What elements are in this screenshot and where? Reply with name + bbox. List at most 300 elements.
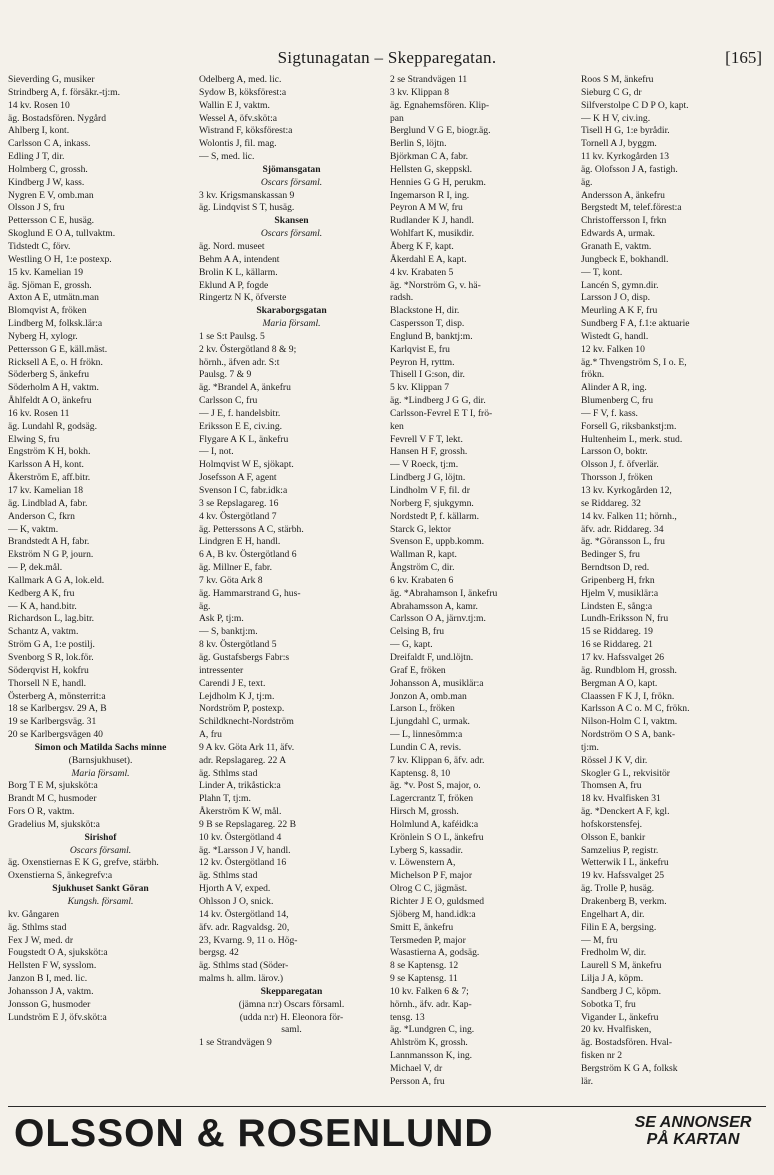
directory-entry: Elwing S, fru	[8, 433, 60, 445]
directory-entry: äg. *Lundgren C, ing.	[390, 1024, 475, 1036]
directory-entry: 9 se Kaptensg. 11	[390, 973, 458, 985]
directory-entry: Nyberg H, xylogr.	[8, 330, 78, 342]
directory-entry: Samzelius P, registr.	[581, 844, 659, 856]
directory-entry: Skoglund E O A, tullvaktm.	[8, 228, 116, 240]
directory-entry: Åkerdahl E A, kapt.	[390, 253, 467, 265]
directory-entry: äg. *Abrahamson I, änkefru	[390, 587, 498, 599]
directory-entry: Filin E A, bergsing.	[581, 921, 657, 933]
directory-entry: 17 kv. Hafssvalget 26	[581, 651, 665, 663]
directory-entry: (Barnsjukhuset).	[68, 754, 133, 766]
directory-entry: hofskorstensfej.	[581, 818, 643, 830]
directory-entry: Tornell A J, byggm.	[581, 138, 657, 150]
directory-entry: Lundström E J, öfv.sköt:a	[8, 1011, 107, 1023]
directory-entry: Starck G, lektor	[390, 523, 452, 535]
directory-entry: Carlsson-Fevrel E T I, frö-	[390, 407, 493, 419]
directory-entry: Fex J W, med. dr	[8, 934, 74, 946]
directory-entry: lär.	[581, 1075, 593, 1087]
directory-entry: 2 kv. Östergötland 8 & 9;	[199, 343, 297, 355]
directory-entry: äg.* Thvengström S, I o. E,	[581, 356, 687, 368]
directory-entry: Kindberg J W, kass.	[8, 176, 85, 188]
directory-entry: Ringertz N K, öfverste	[199, 292, 287, 304]
directory-entry: 14 kv. Falken 11; hörnh.,	[581, 510, 677, 522]
directory-entry: Schantz A, vaktm.	[8, 626, 79, 638]
directory-entry: Roos S M, änkefru	[581, 74, 654, 85]
directory-entry: Persson A, fru	[390, 1075, 445, 1087]
directory-entry: — I, not.	[199, 446, 234, 458]
directory-entry: — J E, f. handelsbitr.	[199, 407, 281, 419]
directory-entry: Gradelius M, sjuksköt:a	[8, 818, 100, 830]
directory-entry: Nordström P, postexp.	[199, 703, 285, 715]
directory-entry: Tisell H G, 1:e byrådir.	[581, 125, 670, 137]
directory-entry: Nordström O S A, bank-	[581, 729, 676, 741]
column-2	[199, 74, 384, 1099]
directory-entry: Flygare A K L, änkefru	[199, 433, 289, 445]
directory-entry: Skepparegatan	[260, 985, 323, 997]
directory-entry: 20 kv. Hvalfisken,	[581, 1024, 652, 1036]
directory-entry: Hultenheim L, merk. stud.	[581, 433, 683, 445]
directory-entry: saml.	[281, 1024, 302, 1036]
directory-entry: 19 se Karlbergsväg. 31	[8, 716, 97, 728]
directory-entry: Pettersson G E, käll.mäst.	[8, 343, 108, 355]
directory-entry: Bedinger S, fru	[581, 549, 640, 561]
directory-entry: Jungbeck E, bokhandl.	[581, 253, 669, 265]
directory-entry: Holmqvist W E, sjökapt.	[199, 459, 294, 471]
directory-entry: Behm A A, intendent	[199, 253, 280, 265]
directory-entry: Lancén S, gymn.dir.	[581, 279, 659, 291]
directory-entry: Åberg K F, kapt.	[390, 240, 454, 252]
directory-entry: 17 kv. Kamelian 18	[8, 485, 84, 496]
directory-entry: Berglund V G E, biogr.äg.	[390, 125, 491, 137]
directory-entry: Englund B, banktj:m.	[390, 330, 473, 342]
directory-entry: v. Löwenstern A,	[390, 857, 456, 869]
directory-entry: Josefsson A F, agent	[199, 472, 277, 484]
directory-entry: Berlin S, löjtn.	[390, 138, 447, 150]
directory-entry: äg. Hammarstrand G, hus-	[199, 587, 301, 599]
directory-entry: kv. Gångaren	[8, 908, 60, 920]
directory-entry: Sydow B, köksförest:a	[199, 86, 287, 98]
directory-entry: Åkerström E, aff.bitr.	[8, 472, 91, 484]
directory-entry: Larsson O, boktr.	[581, 446, 648, 458]
directory-entry: Engelhart A, dir.	[581, 908, 645, 920]
directory-entry: äg. *Lindberg J G G, dir.	[390, 395, 486, 407]
directory-entry: Hjorth A V, exped.	[199, 883, 271, 895]
directory-entry: Söderqvist H, kokfru	[8, 664, 89, 676]
directory-entry: — F V, f. kass.	[581, 407, 638, 419]
directory-entry: äg. *Larsson J V, handl.	[199, 844, 291, 856]
column-4	[581, 74, 766, 1099]
directory-entry: Blackstone H, dir.	[390, 305, 460, 317]
directory-entry: Lyberg S, kassadir.	[390, 844, 463, 856]
directory-entry: Hirsch M, grossh.	[390, 806, 459, 818]
directory-entry: Vigander L, änkefru	[581, 1011, 659, 1023]
directory-entry: Meurling A K F, fru	[581, 305, 658, 317]
directory-entry: Lundh-Eriksson N, fru	[581, 613, 669, 625]
directory-entry: 11 kv. Kyrkogården 13	[581, 151, 670, 163]
directory-entry: Maria församl.	[262, 318, 321, 330]
directory-entry: Fredholm W, dir.	[581, 947, 647, 959]
directory-entry: äg. Lindqvist S T, husäg.	[199, 202, 295, 214]
directory-entry: Wohlfart K, musikdir.	[390, 228, 474, 240]
directory-entry: Nilson-Holm C I, vaktm.	[581, 716, 678, 728]
directory-entry: Plahn T, tj:m.	[199, 793, 251, 805]
directory-entry: Graf E, fröken	[390, 664, 446, 676]
directory-entry: Gripenberg H, frkn	[581, 574, 655, 586]
directory-entry: 18 se Karlbergsv. 29 A, B	[8, 703, 107, 715]
divider	[8, 1106, 766, 1107]
directory-entry: äg. Sthlms stad (Söder-	[199, 960, 289, 972]
directory-entry: — G, kapt.	[390, 639, 433, 651]
directory-entry: 6 kv. Krabaten 6	[390, 574, 454, 586]
directory-entry: Åhlfeldt A O, änkefru	[8, 395, 92, 407]
directory-entry: fisken nr 2	[581, 1050, 623, 1062]
directory-entry: Wistrand F, köksförest:a	[199, 125, 293, 137]
directory-entry: äg. Rundblom H, grossh.	[581, 664, 677, 676]
directory-entry: Richter J E O, guldsmed	[390, 896, 485, 907]
directory-entry: 12 kv. Falken 10	[581, 343, 645, 355]
directory-entry: Anderson C, fkrn	[8, 510, 75, 522]
directory-entry: äg. Olofsson J A, fastigh.	[581, 163, 678, 175]
directory-entry: Karlsson A H, kont.	[8, 459, 84, 471]
directory-entry: Berndtson D, red.	[581, 562, 650, 574]
directory-entry: äg. Sthlms stad	[199, 870, 258, 882]
directory-entry: Alinder A R, ing.	[581, 382, 647, 394]
directory-entry: (udda n:r) H. Eleonora för-	[239, 1011, 344, 1023]
directory-entry: Skaraborgsgatan	[256, 305, 327, 317]
column-3	[390, 74, 575, 1099]
directory-entry: — K H V, civ.ing.	[581, 112, 651, 124]
directory-entry: 3 kv. Klippan 8	[390, 86, 450, 98]
directory-entry: Brolin K L, källarm.	[199, 266, 278, 278]
directory-entry: Carlsson O A, järnv.tj:m.	[390, 613, 486, 625]
directory-entry: Söderberg S, änkefru	[8, 369, 90, 381]
directory-entry: Lundin C A, revis.	[390, 741, 462, 753]
directory-entry: Axton A E, utmätn.man	[8, 292, 99, 304]
directory-columns	[8, 74, 768, 1099]
directory-entry: Ahlberg I, kont.	[8, 125, 70, 137]
directory-entry: Olsson E, bankir	[581, 831, 646, 843]
directory-entry: Carlsson C A, inkass.	[8, 138, 91, 150]
directory-entry: Eklund A P, fogde	[199, 279, 269, 291]
directory-entry: äg. Trolle P, husäg.	[581, 883, 655, 895]
directory-entry: Åkerström K W, mål.	[199, 806, 282, 818]
directory-entry: radsh.	[390, 292, 414, 304]
directory-entry: se Riddareg. 32	[581, 497, 641, 509]
directory-entry: äfv. adr. Riddareg. 34	[581, 523, 664, 535]
directory-entry: Sjömansgatan	[262, 163, 321, 175]
directory-entry: Thomsen A, fru	[581, 780, 642, 792]
directory-entry: äg. Egnahemsfören. Klip-	[390, 99, 490, 111]
directory-entry: A, fru	[199, 729, 222, 741]
directory-entry: Maria församl.	[71, 767, 130, 779]
directory-entry: — T, kont.	[581, 266, 623, 278]
directory-entry: 19 kv. Hafssvalget 25	[581, 870, 665, 882]
directory-entry: äg. Nord. museet	[199, 240, 265, 252]
directory-entry: Silfverstolpe C D P O, kapt.	[581, 99, 689, 111]
directory-entry: Skogler G L, rekvisitör	[581, 767, 670, 779]
directory-entry: Blomqvist A, fröken	[8, 305, 87, 317]
directory-entry: 6 A, B kv. Östergötland 6	[199, 549, 297, 561]
directory-entry: Johansson A, musiklär:a	[390, 677, 484, 689]
directory-entry: Linder A, trikåstick:a	[199, 780, 281, 792]
directory-entry: 3 se Repslagareg. 16	[199, 497, 279, 509]
directory-entry: Lindberg M, folksk.lär:a	[8, 318, 103, 330]
directory-entry: 3 kv. Krigsmanskassan 9	[199, 189, 295, 201]
directory-entry: Fors O R, vaktm.	[8, 806, 75, 818]
directory-entry: Richardson L, lag.bitr.	[8, 613, 95, 625]
directory-entry: Lindholm V F, fil. dr	[390, 485, 470, 496]
directory-entry: Jonsson G, husmoder	[8, 998, 91, 1010]
directory-entry: Skansen	[274, 215, 309, 227]
directory-entry: 15 kv. Kamelian 19	[8, 266, 84, 278]
directory-entry: Oscars församl.	[260, 228, 323, 240]
directory-entry: 14 kv. Rosen 10	[8, 99, 70, 111]
directory-entry: Ekström N G P, journ.	[8, 549, 94, 561]
directory-entry: Sandberg J C, köpm.	[581, 985, 662, 997]
directory-entry: Andersson A, änkefru	[581, 189, 665, 201]
directory-entry: 1 se S:t Paulsg. 5	[199, 330, 265, 342]
directory-entry: Engström K H, bokh.	[8, 446, 91, 458]
directory-entry: Söderholm A H, vaktm.	[8, 382, 99, 394]
directory-entry: Blumenberg C, fru	[581, 395, 654, 407]
directory-entry: Olrog C C, jägmäst.	[390, 883, 468, 895]
directory-entry: Hansen H F, grossh.	[390, 446, 468, 458]
directory-entry: hörnh., äfven adr. S:t	[199, 356, 280, 368]
directory-entry: Abrahamsson A, kamr.	[390, 600, 478, 612]
directory-entry: Kedberg A K, fru	[8, 587, 75, 599]
directory-entry: äg. Lundahl R, godsäg.	[8, 420, 97, 432]
directory-entry: Sundberg F A, f.1:e aktuarie	[581, 318, 690, 330]
directory-entry: Strindberg A, f. försäkr.-tj:m.	[8, 86, 121, 98]
directory-entry: äg. *Denckert A F, kgl.	[581, 806, 670, 818]
directory-entry: Nordstedt P, f. källarm.	[390, 510, 479, 522]
directory-entry: äg. Bostadsfören. Hval-	[581, 1037, 673, 1049]
directory-entry: pan	[390, 112, 404, 124]
directory-entry: Sieburg C G, dr	[581, 86, 642, 98]
directory-entry: Brandt M C, husmoder	[8, 793, 97, 805]
directory-entry: Lindgren E H, handl.	[199, 536, 281, 548]
directory-entry: Holmberg C, grossh.	[8, 163, 88, 175]
directory-entry: Bergstedt M, telef.förest:a	[581, 202, 682, 214]
directory-entry: Wetterwik I L, änkefru	[581, 857, 669, 869]
directory-entry: (jämna n:r) Oscars församl.	[238, 998, 345, 1010]
directory-entry: Westling O H, 1:e postexp.	[8, 253, 112, 265]
directory-entry: Jonzon A, omb.man	[390, 690, 467, 702]
directory-entry: äg.	[199, 600, 211, 612]
directory-entry: Lannmansson K, ing.	[390, 1050, 473, 1062]
directory-entry: Schildknecht-Nordström	[199, 716, 294, 728]
directory-entry: Thorsell N E, handl.	[8, 677, 87, 689]
directory-entry: Oxenstierna S, änkegrefv:a	[8, 870, 113, 882]
directory-entry: Odelberg A, med. lic.	[199, 74, 282, 85]
directory-entry: Hjelm V, musiklär:a	[581, 587, 659, 599]
directory-entry: Pettersson C E, husäg.	[8, 215, 95, 227]
directory-entry: äg. *Brandel A, änkefru	[199, 382, 291, 394]
directory-entry: Kallmark A G A, lok.eld.	[8, 574, 105, 586]
directory-entry: Borg T E M, sjuksköt:a	[8, 780, 98, 792]
directory-entry: Forsell G, riksbankstj:m.	[581, 420, 677, 432]
directory-entry: Peyron H, ryttm.	[390, 356, 455, 368]
directory-entry: Ljungdahl C, urmak.	[390, 716, 470, 728]
directory-entry: Hellsten F W, sysslom.	[8, 960, 97, 972]
directory-entry: Carlsson C, fru	[199, 395, 258, 407]
directory-entry: Wessel A, öfv.sköt:a	[199, 112, 278, 124]
directory-entry: Wallin E J, vaktm.	[199, 99, 270, 111]
directory-entry: Tersmeden P, major	[390, 934, 466, 946]
directory-entry: äg. Bostadsfören. Nygård	[8, 112, 107, 124]
directory-entry: Larson L, fröken	[390, 703, 455, 715]
directory-entry: Österberg A, mönsterrit:a	[8, 690, 106, 702]
directory-entry: Wolontis J, fil. mag.	[199, 138, 277, 150]
directory-entry: 10 kv. Östergötland 4	[199, 831, 282, 843]
directory-entry: Bergman A O, kapt.	[581, 677, 658, 689]
directory-entry: Rössel J K V, dir.	[581, 754, 648, 766]
directory-entry: — P, dek.mål.	[8, 562, 63, 574]
directory-entry: Svenson E, uppb.komm.	[390, 536, 485, 548]
directory-entry: Drakenberg B, verkm.	[581, 896, 667, 907]
directory-entry: malms h. allm. lärov.)	[199, 973, 284, 985]
directory-entry: Holmlund A, kaféidk:a	[390, 818, 479, 830]
directory-entry: Olsson J S, fru	[8, 202, 65, 214]
directory-entry: äg. Gustafsbergs Fabr:s	[199, 651, 290, 663]
directory-entry: 4 kv. Krabaten 5	[390, 266, 454, 278]
directory-entry: Paulsg. 7 & 9	[199, 369, 252, 381]
directory-entry: äg. Oxenstiernas E K G, grefve, stärbh.	[8, 857, 159, 869]
directory-entry: Ricksell A E, o. H frökn.	[8, 356, 103, 368]
directory-entry: Thorsson J, fröken	[581, 472, 653, 484]
advertisement-banner	[0, 1110, 774, 1170]
directory-entry: Laurell S M, änkefru	[581, 960, 662, 972]
directory-entry: Olsson J, f. öfverlär.	[581, 459, 659, 471]
directory-entry: äg. Sthlms stad	[199, 767, 258, 779]
page-title: Sigtunagatan – Skepparegatan.	[277, 48, 497, 67]
directory-entry: Johansson J A, vaktm.	[8, 985, 94, 997]
directory-entry: tensg. 13	[390, 1011, 425, 1023]
directory-entry: Oscars församl.	[260, 176, 323, 188]
directory-entry: Edling J T, dir.	[8, 151, 65, 163]
directory-entry: 5 kv. Klippan 7	[390, 382, 450, 394]
advert-side-line-1: SE ANNONSER	[634, 1114, 752, 1131]
directory-entry: 14 kv. Östergötland 14,	[199, 908, 289, 920]
directory-entry: 4 kv. Östergötland 7	[199, 510, 277, 522]
directory-entry: 1 se Strandvägen 9	[199, 1037, 272, 1049]
directory-entry: Fevrell V F T, lekt.	[390, 433, 463, 445]
directory-entry: — M, fru	[581, 934, 618, 946]
directory-entry: — L, linnesömm:a	[390, 729, 463, 741]
directory-entry: Hennies G G H, perukm.	[390, 176, 486, 188]
directory-entry: ken	[390, 420, 404, 432]
directory-entry: 12 kv. Östergötland 16	[199, 857, 287, 869]
directory-entry: Wistedt G, handl.	[581, 330, 649, 342]
directory-entry: tj:m.	[581, 741, 599, 753]
directory-entry: 16 kv. Rosen 11	[8, 407, 70, 419]
directory-entry: 18 kv. Hvalfisken 31	[581, 793, 661, 805]
directory-entry: äg. Lindblad A, fabr.	[8, 497, 88, 509]
directory-entry: Lilja J A, köpm.	[581, 973, 644, 985]
directory-entry: Svenborg S R, lok.för.	[8, 651, 94, 663]
directory-entry: 8 se Kaptensg. 12	[390, 960, 459, 972]
directory-entry: Caspersson T, disp.	[390, 318, 465, 330]
directory-entry: Ohlsson J O, snick.	[199, 896, 274, 907]
directory-entry: 7 kv. Klippan 6, äfv. adr.	[390, 754, 485, 766]
directory-entry: 8 kv. Östergötland 5	[199, 639, 277, 651]
directory-entry: 2 se Strandvägen 11	[390, 74, 468, 85]
directory-entry: Norberg F, sjukgymn.	[390, 497, 474, 509]
directory-entry: 9 A kv. Göta Ark 11, äfv.	[199, 741, 295, 753]
directory-entry: äg. Sthlms stad	[8, 921, 67, 933]
directory-entry: Lindberg J G, löjtn.	[390, 472, 466, 484]
directory-entry: Wasastierna A, godsäg.	[390, 947, 480, 959]
directory-entry: Lejdholm K J, tj:m.	[199, 690, 275, 702]
page-header	[0, 8, 774, 48]
directory-entry: 15 se Riddareg. 19	[581, 626, 653, 638]
directory-entry: Krönlein S O L, änkefru	[390, 831, 484, 843]
advert-main-text: OLSSON & ROSENLUND	[14, 1112, 494, 1155]
page-number: [165]	[725, 48, 762, 67]
directory-entry: Eriksson E E, civ.ing.	[199, 420, 283, 432]
directory-entry: Sjöberg M, hand.idk:a	[390, 908, 476, 920]
directory-entry: Oscars församl.	[69, 844, 132, 856]
directory-entry: äg. *Norström G, v. hä-	[390, 279, 481, 291]
directory-entry: äg. *v. Post S, major, o.	[390, 780, 481, 792]
directory-entry: äg. Sjöman E, grossh.	[8, 279, 92, 291]
directory-entry: Ask P, tj:m.	[199, 613, 244, 625]
directory-entry: Bergström K G A, folksk	[581, 1062, 678, 1074]
directory-entry: — K A, hand.bitr.	[8, 600, 77, 612]
directory-entry: intressenter	[199, 664, 244, 676]
directory-entry: Edwards A, urmak.	[581, 228, 656, 240]
directory-entry: äg.	[581, 176, 593, 188]
directory-entry: Smitt E, änkefru	[390, 921, 454, 933]
directory-entry: Christoffersson I, frkn	[581, 215, 667, 227]
directory-entry: 20 se Karlbergsvägen 40	[8, 729, 103, 741]
directory-entry: Larsson J O, disp.	[581, 292, 651, 304]
directory-entry: Sieverding G, musiker	[8, 74, 95, 85]
directory-entry: Kungsh. församl.	[67, 896, 134, 907]
column-1	[8, 74, 193, 1099]
directory-entry: Björkman C A, fabr.	[390, 151, 469, 163]
directory-entry: Fougstedt O A, sjuksköt:a	[8, 947, 108, 959]
directory-entry: 16 se Riddareg. 21	[581, 639, 653, 651]
directory-entry: — V Roeck, tj:m.	[390, 459, 459, 471]
advert-side-text	[618, 1114, 768, 1148]
directory-entry: Svenson I C, fabr.idk:a	[199, 485, 288, 496]
directory-entry: Celsing B, fru	[390, 626, 445, 638]
directory-entry: 7 kv. Göta Ark 8	[199, 574, 263, 586]
directory-entry: Carendi J E, text.	[199, 677, 266, 689]
directory-entry: Hellsten G, skeppskl.	[390, 163, 473, 175]
directory-entry: Wallman R, kapt.	[390, 549, 457, 561]
directory-entry: Brandstedt A H, fabr.	[8, 536, 90, 548]
directory-entry: hörnh., äfv. adr. Kap-	[390, 998, 472, 1010]
directory-entry: bergsg. 42	[199, 947, 239, 959]
directory-entry: äfv. adr. Ragvaldsg. 20,	[199, 921, 290, 933]
directory-entry: — S, med. lic.	[199, 151, 255, 163]
directory-entry: äg. Millner E, fabr.	[199, 562, 272, 574]
directory-entry: — S, banktj:m.	[199, 626, 258, 638]
directory-entry: Karlsson A C o. M C, frökn.	[581, 703, 690, 715]
directory-entry: Claassen F K J, I, frökn.	[581, 690, 675, 702]
directory-entry: 10 kv. Falken 6 & 7;	[390, 985, 469, 997]
directory-entry: 9 B se Repslagareg. 22 B	[199, 818, 296, 830]
directory-entry: Sobotka T, fru	[581, 998, 636, 1010]
directory-entry: Ström G A, 1:e postilj.	[8, 639, 95, 651]
directory-entry: äg. Petterssons A C, stärbh.	[199, 523, 304, 535]
directory-entry: äg. *Göransson L, fru	[581, 536, 665, 548]
directory-entry: Peyron A M W, fru	[390, 202, 463, 214]
directory-entry: Sirishof	[84, 831, 117, 843]
directory-entry: adr. Repslagareg. 22 A	[199, 754, 287, 766]
directory-entry: Tidstedt C, förv.	[8, 240, 71, 252]
